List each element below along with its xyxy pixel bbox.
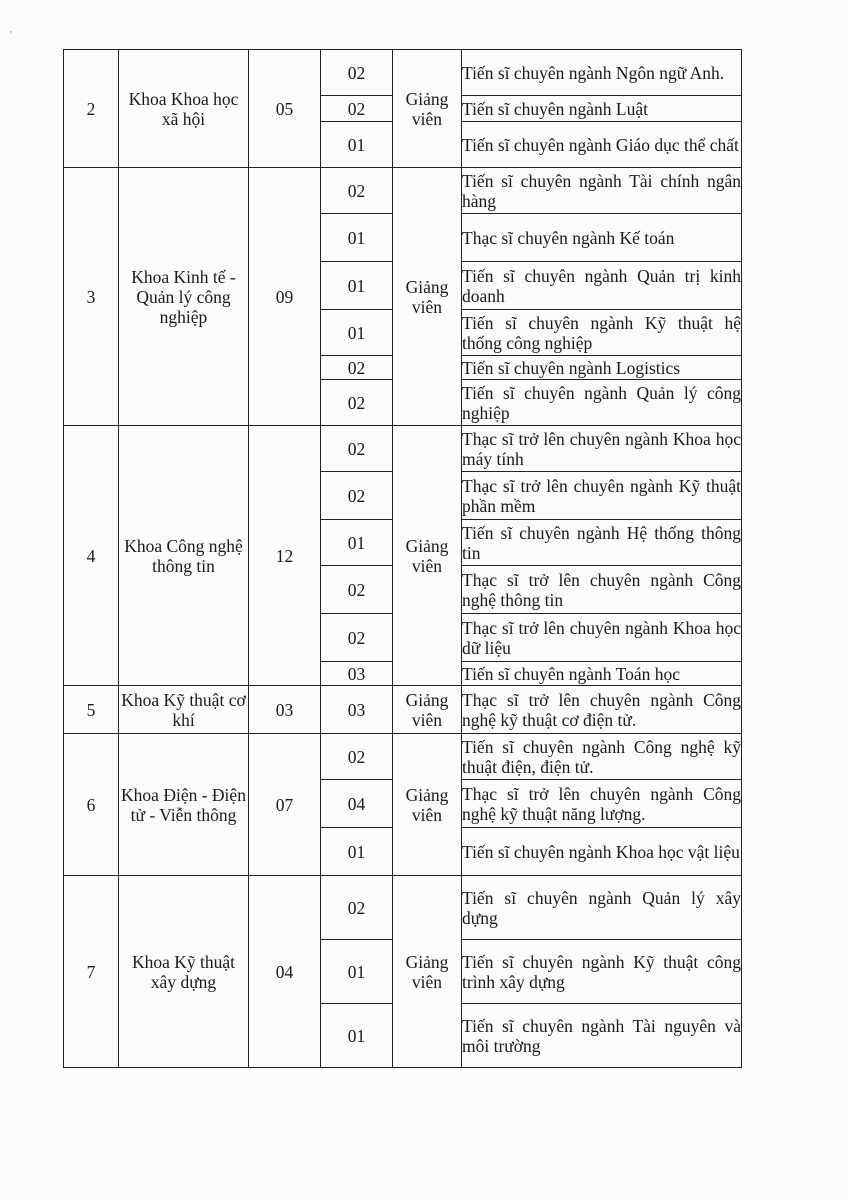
stt-cell: 7 [64,876,119,1068]
quantity-cell: 02 [321,426,393,472]
position-cell: Giảng viên [393,734,462,876]
stt-cell: 4 [64,426,119,686]
requirement-cell: Tiến sĩ chuyên ngành Kỹ thuật hệ thống công nghiệp [462,310,742,356]
table-row [64,876,742,940]
quantity-cell: 04 [321,780,393,828]
table-row [64,168,742,214]
quantity-cell: 02 [321,356,393,380]
table-row [64,50,742,96]
quantity-cell: 02 [321,380,393,426]
table-row [64,426,742,472]
table-row [64,686,742,734]
requirement-cell: Tiến sĩ chuyên ngành Tài nguyên và môi trường [462,1004,742,1068]
total-quota-cell: 09 [249,168,321,426]
department-cell: Khoa Kinh tế - Quản lý công nghiệp [119,168,249,426]
quantity-cell: 02 [321,566,393,614]
quantity-cell: 01 [321,122,393,168]
stt-cell: 5 [64,686,119,734]
position-cell: Giảng viên [393,50,462,168]
department-cell: Khoa Điện - Điện tử - Viễn thông [119,734,249,876]
requirement-cell: Tiến sĩ chuyên ngành Hệ thống thông tin [462,520,742,566]
quantity-cell: 01 [321,940,393,1004]
requirement-cell: Thạc sĩ trở lên chuyên ngành Khoa học máy tính [462,426,742,472]
requirement-cell: Thạc sĩ trở lên chuyên ngành Kỹ thuật phần mềm [462,472,742,520]
total-quota-cell: 05 [249,50,321,168]
quantity-cell: 02 [321,96,393,122]
quantity-cell: 02 [321,168,393,214]
requirement-cell: Tiến sĩ chuyên ngành Toán học [462,662,742,686]
quantity-cell: 02 [321,614,393,662]
requirement-cell: Tiến sĩ chuyên ngành Công nghệ kỹ thuật điện, điện tử. [462,734,742,780]
quantity-cell: 01 [321,1004,393,1068]
quantity-cell: 01 [321,214,393,262]
quantity-cell: 03 [321,686,393,734]
quantity-cell: 01 [321,262,393,310]
department-cell: Khoa Khoa học xã hội [119,50,249,168]
requirement-cell: Tiến sĩ chuyên ngành Giáo dục thể chất [462,122,742,168]
requirement-cell: Thạc sĩ trở lên chuyên ngành Công nghệ kỹ thuật cơ điện tử. [462,686,742,734]
department-cell: Khoa Công nghệ thông tin [119,426,249,686]
requirement-cell: Tiến sĩ chuyên ngành Kỹ thuật công trình xây dựng [462,940,742,1004]
total-quota-cell: 07 [249,734,321,876]
quantity-cell: 01 [321,828,393,876]
stt-cell: 6 [64,734,119,876]
quantity-cell: 01 [321,520,393,566]
scan-speck: ' [10,30,12,41]
table-row [64,734,742,780]
requirement-cell: Tiến sĩ chuyên ngành Khoa học vật liệu [462,828,742,876]
quantity-cell: 03 [321,662,393,686]
position-cell: Giảng viên [393,426,462,686]
stt-cell: 3 [64,168,119,426]
requirement-cell: Thạc sĩ trở lên chuyên ngành Khoa học dữ liệu [462,614,742,662]
requirement-cell: Thạc sĩ trở lên chuyên ngành Công nghệ kỹ thuật năng lượng. [462,780,742,828]
requirement-cell: Tiến sĩ chuyên ngành Tài chính ngân hàng [462,168,742,214]
requirement-cell: Thạc sĩ chuyên ngành Kế toán [462,214,742,262]
requirement-cell: Tiến sĩ chuyên ngành Quản trị kinh doanh [462,262,742,310]
requirement-cell: Tiến sĩ chuyên ngành Ngôn ngữ Anh. [462,50,742,96]
total-quota-cell: 12 [249,426,321,686]
quantity-cell: 02 [321,734,393,780]
requirement-cell: Tiến sĩ chuyên ngành Quản lý xây dựng [462,876,742,940]
department-cell: Khoa Kỹ thuật cơ khí [119,686,249,734]
requirement-cell: Tiến sĩ chuyên ngành Quản lý công nghiệp [462,380,742,426]
total-quota-cell: 03 [249,686,321,734]
quantity-cell: 01 [321,310,393,356]
position-cell: Giảng viên [393,876,462,1068]
quantity-cell: 02 [321,472,393,520]
quantity-cell: 02 [321,876,393,940]
requirement-cell: Thạc sĩ trở lên chuyên ngành Công nghệ thông tin [462,566,742,614]
requirement-cell: Tiến sĩ chuyên ngành Luật [462,96,742,122]
position-cell: Giảng viên [393,686,462,734]
quantity-cell: 02 [321,50,393,96]
stt-cell: 2 [64,50,119,168]
requirement-cell: Tiến sĩ chuyên ngành Logistics [462,356,742,380]
position-cell: Giảng viên [393,168,462,426]
department-cell: Khoa Kỹ thuật xây dựng [119,876,249,1068]
recruitment-table [63,49,742,1068]
total-quota-cell: 04 [249,876,321,1068]
